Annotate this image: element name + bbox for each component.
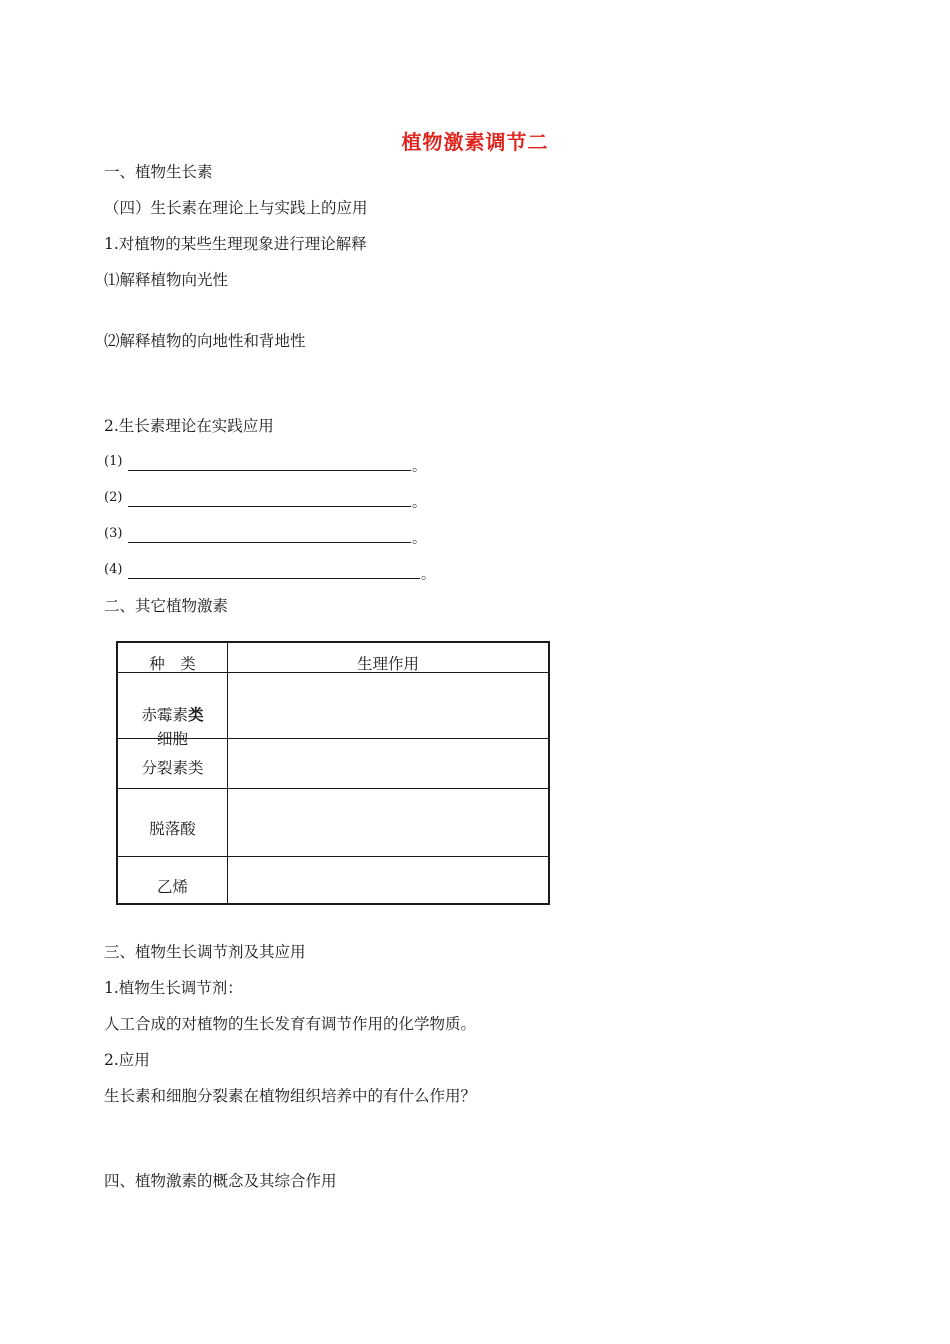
- section-3-question: 生长素和细胞分裂素在植物组织培养中的有什么作用？: [104, 1087, 477, 1105]
- blank-label-4: (4): [104, 562, 123, 577]
- section-3-point-1: 1.植物生长调节剂：: [104, 979, 243, 997]
- table-header-row: [117, 642, 549, 672]
- point-1-item-b: ⑵解释植物的向地性和背地性: [104, 332, 306, 350]
- point-1-item-a: ⑴解释植物向光性: [104, 271, 229, 289]
- section-3-point-1-text: 人工合成的对植物的生长发育有调节作用的化学物质。: [104, 1015, 477, 1033]
- point-1-heading: 1.对植物的某些生理现象进行理论解释: [104, 235, 367, 253]
- cell-gibberellin: 赤霉素类 细胞: [117, 672, 228, 738]
- cell-abscisic-acid-effect[interactable]: [228, 788, 550, 856]
- cell-gibberellin-effect[interactable]: [228, 672, 550, 738]
- fill-blank-3[interactable]: [128, 526, 411, 543]
- blank-end-3: 。: [412, 531, 426, 547]
- fill-blank-2[interactable]: [128, 490, 411, 507]
- cell-cytokinin: 分裂素类: [117, 738, 228, 788]
- section-2-heading: 二、其它植物激素: [104, 597, 229, 615]
- cell-cytokinin-effect[interactable]: [228, 738, 550, 788]
- blank-label-3: (3): [104, 526, 123, 541]
- blank-end-2: 。: [412, 495, 426, 511]
- point-2-heading: 2.生长素理论在实践应用: [104, 417, 274, 435]
- cell-ethylene: 乙烯: [117, 856, 228, 904]
- section-1-heading: 一、植物生长素: [104, 163, 213, 181]
- table-row: [117, 738, 549, 788]
- fill-blank-4[interactable]: [128, 562, 420, 579]
- cell-ethylene-effect[interactable]: [228, 856, 550, 904]
- blank-label-2: (2): [104, 490, 123, 505]
- header-effect: 生理作用: [228, 642, 550, 672]
- section-3-point-2: 2.应用: [104, 1051, 150, 1069]
- section-3-heading: 三、植物生长调节剂及其应用: [104, 943, 306, 961]
- cell-abscisic-acid: 脱落酸: [117, 788, 228, 856]
- table-row: [117, 788, 549, 856]
- header-type: 种 类: [117, 642, 228, 672]
- blank-label-1: (1): [104, 454, 123, 469]
- table-row: [117, 672, 549, 738]
- blank-end-1: 。: [412, 459, 426, 475]
- table-row: [117, 856, 549, 904]
- page-title: 植物激素调节二: [401, 130, 549, 154]
- section-4-heading: 四、植物激素的概念及其综合作用: [104, 1172, 337, 1190]
- hormone-table: [116, 641, 550, 905]
- section-1-subheading: （四）生长素在理论上与实践上的应用: [104, 199, 368, 217]
- fill-blank-1[interactable]: [128, 454, 411, 471]
- blank-end-4: 。: [421, 567, 435, 583]
